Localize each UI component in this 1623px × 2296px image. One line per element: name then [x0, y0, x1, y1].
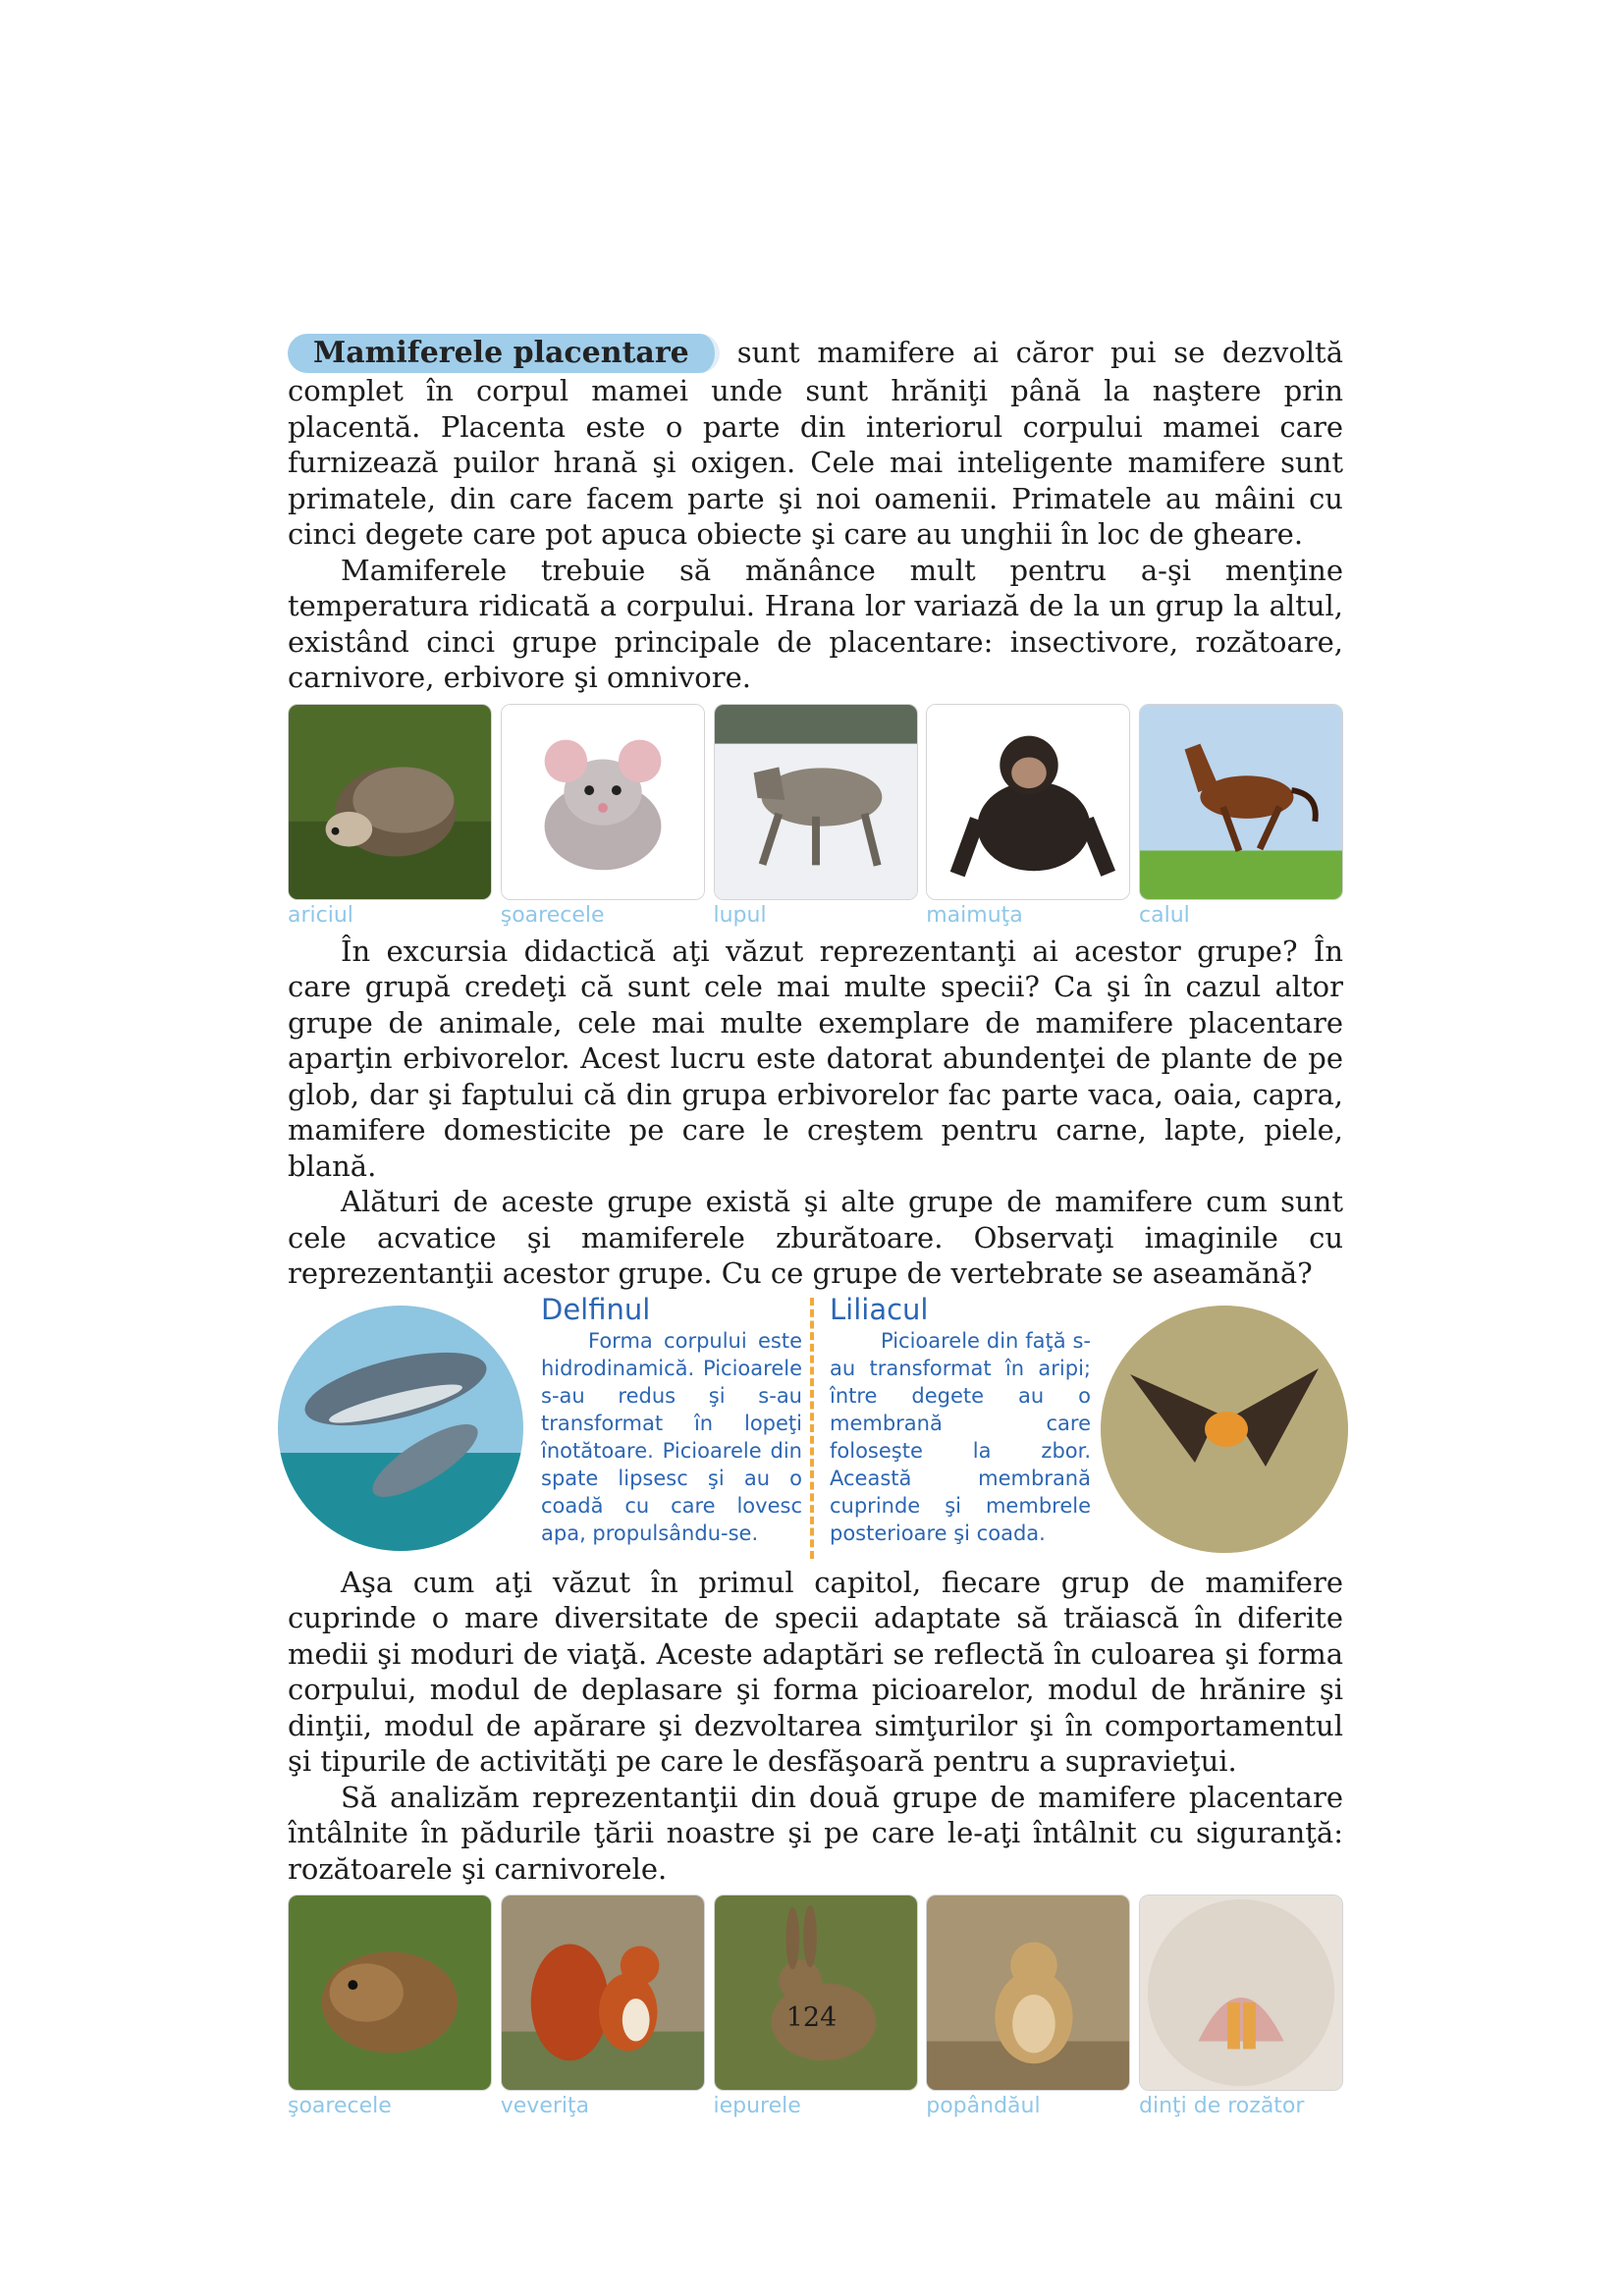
aquatic-flying-mammals	[288, 1292, 1343, 1565]
ground-squirrel-photo	[926, 1895, 1130, 2091]
gallery-placental-groups	[288, 704, 1343, 930]
photo-caption: calul	[1139, 902, 1190, 928]
gallery-item	[501, 704, 705, 930]
gallery-item	[1139, 704, 1343, 930]
dolphin-box	[541, 1292, 802, 1547]
gallery-item	[926, 704, 1130, 930]
rodent-teeth-photo	[1139, 1895, 1343, 2091]
horse-photo	[1139, 704, 1343, 900]
column-divider	[810, 1298, 814, 1559]
intro-text: sunt mamifere ai căror pui se dezvoltă complet în corpul mamei unde sunt hrăniţi până la naştere prin placentă. Placenta este o parte din interiorul corpului mamei care furnizează puilor hrană şi oxigen. Cele mai inteligente mamifere sunt primatele, din care facem parte şi noi oamenii. Primatele au mâini cu cinci degete care pot apuca obiecte şi care au unghii în loc de gheare.	[288, 336, 1343, 551]
photo-caption: iepurele	[713, 2094, 801, 2118]
wolf-photo	[714, 704, 918, 900]
photo-caption: maimuţa	[926, 902, 1023, 928]
gallery-item	[288, 704, 492, 930]
bat-text: Picioarele din faţă s-au transformat în aripi; între degete au o membrană care foloseşte la zbor. Această membrană cuprinde şi membrele posterioare şi coada.	[830, 1328, 1091, 1545]
bat-title: Liliacul	[830, 1292, 929, 1326]
paragraph-analysis: Să analizăm reprezentanţii din două grupe de mamifere placentare întâlnite în pădurile ţării noastre şi pe care le-aţi întâlnit cu siguranţă: rozătoarele şi carnivorele.	[288, 1780, 1343, 1886]
photo-caption: popândăul	[926, 2094, 1041, 2118]
dolphin-title: Delfinul	[541, 1292, 651, 1326]
chimpanzee-photo	[926, 704, 1130, 900]
page-number: 124	[785, 2002, 838, 2033]
bat-photo	[1101, 1306, 1348, 1553]
hedgehog-photo	[288, 704, 492, 900]
paragraph-excursion: În excursia didactică aţi văzut reprezentanţi ai acestor grupe? În care grupă credeţi că sunt cele mai multe specii? Ca şi în cazul altor grupe de animale, cele mai multe exemplare de mamifere placentare aparţin erbivorelor. Acest lucru este datorat abundenţei de plante de pe glob, dar şi faptului că din grupa erbivorelor fac parte vaca, oaia, capra, mamifere domesticite pe care le creştem pentru carne, lapte, piele, blană.	[288, 934, 1343, 1183]
paragraph-other-groups: Alături de aceste grupe există şi alte grupe de mamifere cum sunt cele acvatice şi mamiferele zburătoare. Observaţi imaginile cu reprezentanţii acestor grupe. Cu ce grupe de vertebrate se aseamănă?	[288, 1185, 1343, 1290]
hare-photo	[714, 1895, 918, 2091]
gallery-item	[714, 704, 918, 930]
vole-photo	[288, 1895, 492, 2091]
photo-caption: ariciul	[288, 902, 353, 928]
photo-caption: veveriţa	[500, 2094, 590, 2118]
highlight-term: Mamiferele placentare	[288, 334, 720, 373]
paragraph-diversity: Aşa cum aţi văzut în primul capitol, fiecare grup de mamifere cuprinde o mare diversitate de specii adaptate să trăiască în diferite medii şi moduri de viaţă. Aceste adaptări se reflectă în culoarea şi forma corpului, modul de deplasare şi forma picioarelor, modul de hrănire şi dinţii, modul de apărare şi dezvoltarea simţurilor şi în comportamentul şi tipurile de activităţi pe care le desfăşoară pentru a supravieţui.	[288, 1565, 1343, 1778]
page-content	[288, 334, 1343, 2124]
paragraph-feeding: Mamiferele trebuie să mănânce mult pentru a-şi menţine temperatura ridicată a corpului. Hrana lor variază de la un grup la altul, existând cinci grupe principale de placentare: insectivore, rozătoare, carnivore, erbivore şi omnivore.	[288, 553, 1343, 694]
squirrel-photo	[501, 1895, 705, 2091]
photo-caption: şoarecele	[288, 2094, 392, 2118]
dolphin-photo	[278, 1306, 523, 1551]
photo-caption: dinţi de rozător	[1139, 2094, 1305, 2118]
photo-caption: şoarecele	[500, 902, 605, 928]
bat-box	[830, 1292, 1091, 1547]
paragraph-intro	[288, 334, 1343, 553]
dolphin-text: Forma corpului este hidrodinamică. Picioarele s-au redus şi s-au transformat în lopeţi înotătoare. Picioarele din spate lipsesc şi au o coadă cu care lovesc apa, propulsându-se.	[541, 1328, 802, 1545]
mouse-photo	[501, 704, 705, 900]
photo-caption: lupul	[713, 902, 767, 928]
